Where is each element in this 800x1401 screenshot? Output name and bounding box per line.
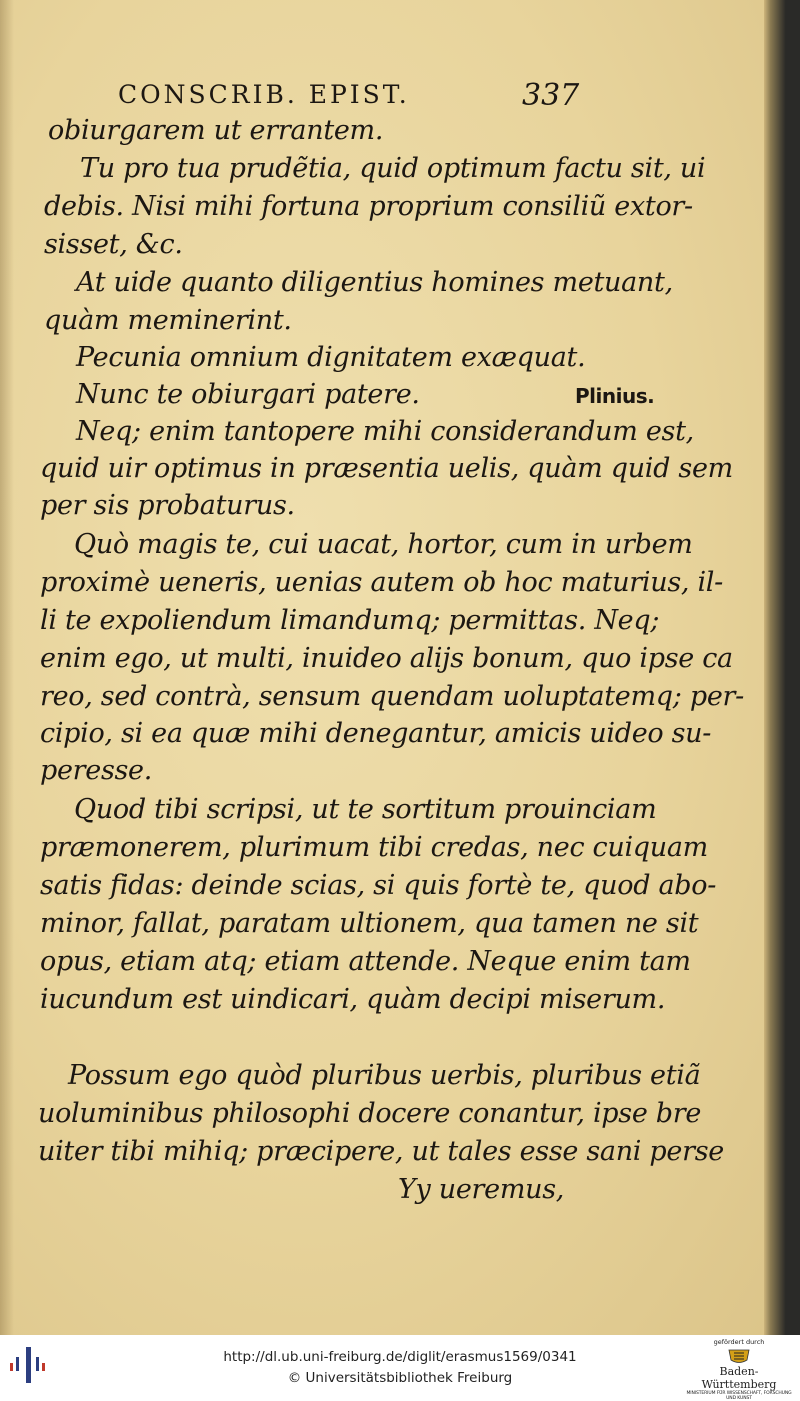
text-line: li te expoliendum limandumq; permittas. Neq; [40, 605, 660, 636]
footer-url[interactable]: http://dl.ub.uni-freiburg.de/diglit/erasmus1569/0341 [223, 1349, 577, 1365]
footer-copyright: © Universitätsbibliothek Freiburg [287, 1370, 513, 1386]
catchword-line: Yy ueremus, [398, 1174, 565, 1205]
text-line: uiter tibi mihiq; præcipere, ut tales esse sani perse [38, 1136, 724, 1167]
text-line: debis. Nisi mihi fortuna proprium consiliũ extor- [44, 191, 693, 222]
text-line: quid uir optimus in præsentia uelis, quàm quid sem [40, 453, 733, 484]
sponsor-subtitle: MINISTERIUM FÜR WISSENSCHAFT, FORSCHUNG UND KUNST [686, 1391, 792, 1401]
sponsor-label: gefördert durch [713, 1338, 765, 1346]
folio-number: 337 [522, 78, 580, 113]
text-line: satis fidas: deinde scias, si quis fortè te, quod abo- [40, 870, 717, 901]
text-line: quàm meminerint. [44, 305, 292, 336]
text-line: obiurgarem ut errantem. [48, 115, 384, 146]
text-line: enim ego, ut multi, inuideo alijs bonum, quo ipse ca [40, 643, 733, 674]
text-line: reo, sed contrà, sensum quendam uoluptatemq; per- [40, 681, 744, 712]
text-line: proximè ueneris, uenias autem ob hoc maturius, il- [40, 567, 723, 598]
text-line: sisset, &c. [44, 229, 183, 260]
footer-bar [0, 1335, 800, 1401]
text-line: per sis probaturus. [40, 490, 295, 521]
text-line: iucundum est uindicari, quàm decipi miserum. [40, 984, 666, 1015]
text-line: minor, fallat, paratam ultionem, qua tamen ne sit [40, 908, 699, 939]
text-line: At uide quanto diligentius homines metuant, [76, 267, 673, 298]
page-gutter-shade [0, 0, 14, 1335]
text-line: uoluminibus philosophi docere conantur, ipse bre [38, 1098, 702, 1129]
running-head: CONSCRIB. EPIST. [118, 80, 410, 109]
page-edge [764, 0, 800, 1335]
text-line: cipio, si ea quæ mihi denegantur, amicis uideo su- [40, 718, 712, 749]
sponsor-name: Baden-Württemberg [701, 1365, 777, 1391]
text-line: Possum ego quòd pluribus uerbis, pluribus etiã [68, 1060, 701, 1091]
margin-note: Plinius. [575, 384, 655, 408]
text-line: præmonerem, plurimum tibi credas, nec cuiquam [40, 832, 708, 863]
sponsor-logo [684, 1337, 794, 1401]
crest-icon [726, 1347, 752, 1365]
text-line: Nunc te obiurgari patere. [76, 379, 420, 410]
text-line: Pecunia omnium dignitatem exæquat. [76, 342, 586, 373]
text-line: Quod tibi scripsi, ut te sortitum prouinciam [74, 794, 657, 825]
text-line: Neq; enim tantopere mihi considerandum est, [76, 416, 694, 447]
text-line: peresse. [40, 755, 153, 786]
text-line: opus, etiam atq; etiam attende. Neque enim tam [40, 946, 691, 977]
text-line: Tu pro tua prudẽtia, quid optimum factu sit, ui [80, 153, 706, 184]
text-line: Quò magis te, cui uacat, hortor, cum in urbem [74, 529, 693, 560]
